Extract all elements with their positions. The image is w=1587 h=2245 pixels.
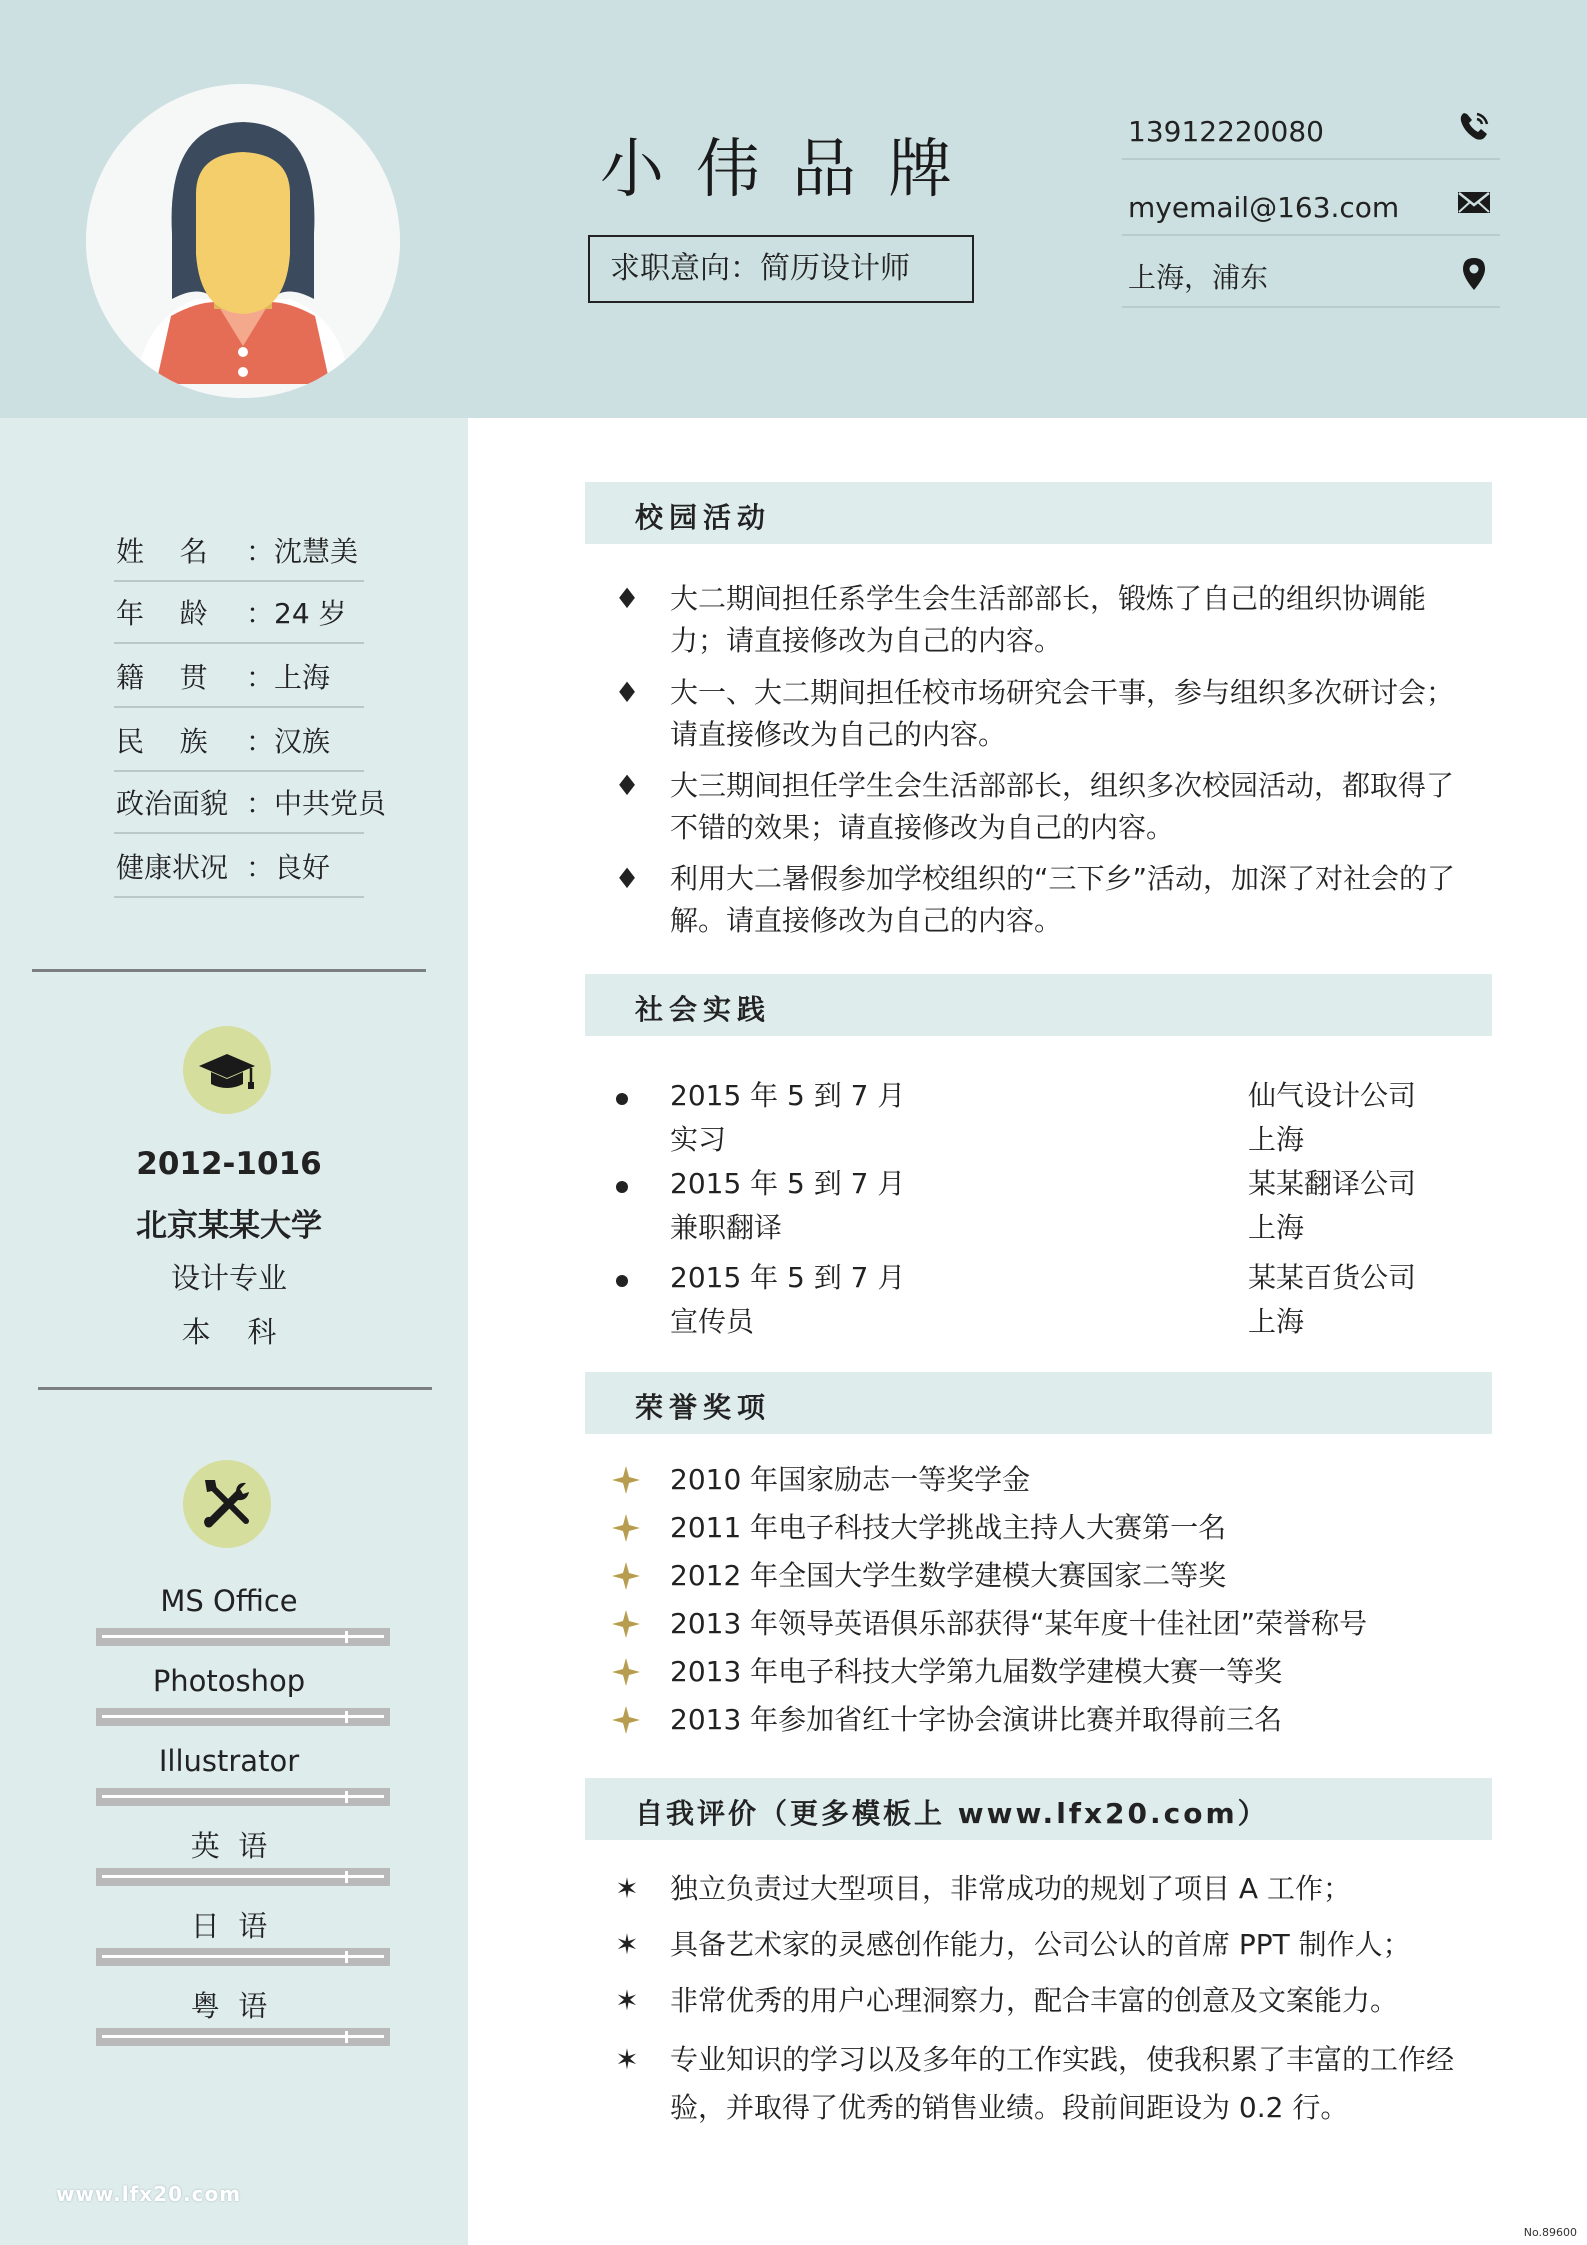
tools-icon bbox=[183, 1460, 271, 1548]
section-title: 荣誉奖项 bbox=[635, 1391, 772, 1424]
practice-date: 2015 年 5 到 7 月 bbox=[670, 1167, 906, 1200]
info-label: 籍 贯 bbox=[116, 661, 208, 694]
skill-bar-knob[interactable] bbox=[345, 1711, 348, 1723]
skill-label: 粤 语 bbox=[190, 1989, 268, 2023]
drop-bullet-icon: ♦ bbox=[614, 676, 640, 709]
four-point-star-icon bbox=[612, 1610, 640, 1638]
education-major: 设计专业 bbox=[170, 1261, 287, 1295]
campus-item-text: 大一、大二期间担任校市场研究会干事，参与组织多次研讨会；请直接修改为自己的内容。 bbox=[670, 676, 1455, 751]
practice-company: 某某百货公司 bbox=[1248, 1261, 1417, 1294]
info-label: 健康状况 bbox=[116, 851, 229, 884]
honor-text: 2012 年全国大学生数学建模大赛国家二等奖 bbox=[670, 1559, 1227, 1592]
practice-left bbox=[670, 1256, 905, 1344]
drop-bullet-icon: ♦ bbox=[614, 582, 640, 615]
info-label: 民 族 bbox=[116, 725, 208, 758]
contact-phone bbox=[1122, 92, 1500, 160]
sidebar-divider bbox=[32, 969, 426, 972]
mail-icon bbox=[1456, 184, 1492, 220]
info-label: 姓 名 bbox=[116, 535, 208, 568]
info-row-name bbox=[114, 520, 364, 582]
section-title: 自我评价（更多模板上 www.lfx20.com） bbox=[635, 1797, 1269, 1830]
drop-bullet-icon: ♦ bbox=[614, 862, 640, 895]
four-point-star-icon bbox=[612, 1514, 640, 1542]
skill-label: Illustrator bbox=[158, 1744, 300, 1778]
info-row-political bbox=[114, 772, 387, 834]
email-address[interactable]: myemail@163.com bbox=[1128, 191, 1400, 224]
skill-bar-knob[interactable] bbox=[345, 1631, 348, 1643]
honor-text: 2013 年参加省红十字协会演讲比赛并取得前三名 bbox=[670, 1703, 1283, 1736]
info-value: ：24 岁 bbox=[246, 597, 347, 630]
skill-bar bbox=[96, 2028, 390, 2046]
contact-email bbox=[1122, 168, 1500, 236]
practice-right bbox=[1248, 1256, 1416, 1344]
education-degree: 本 科 bbox=[181, 1315, 277, 1349]
honor-text: 2011 年电子科技大学挑战主持人大赛第一名 bbox=[670, 1511, 1227, 1544]
watermark: www.lfx20.com bbox=[56, 2182, 242, 2206]
skill-label: 日 语 bbox=[190, 1909, 268, 1943]
location-icon bbox=[1456, 256, 1492, 292]
skill-bar-knob[interactable] bbox=[345, 1791, 348, 1803]
job-intent-box: 求职意向：简历设计师 bbox=[588, 235, 974, 303]
practice-bullet-icon bbox=[616, 1093, 628, 1105]
skill-bar bbox=[96, 1708, 390, 1726]
graduation-cap-icon bbox=[183, 1026, 271, 1114]
skill-bar bbox=[96, 1788, 390, 1806]
self-eval-text: 专业知识的学习以及多年的工作实践，使我积累了丰富的工作经验，并取得了优秀的销售业绩。段前间距设为 0.2 行。 bbox=[670, 2043, 1455, 2124]
skill-bar bbox=[96, 1628, 390, 1646]
practice-city: 上海 bbox=[1248, 1211, 1305, 1244]
sidebar-divider bbox=[38, 1387, 432, 1390]
info-value: ：沈慧美 bbox=[246, 535, 359, 568]
practice-bullet-icon bbox=[616, 1275, 628, 1287]
practice-left bbox=[670, 1074, 905, 1162]
star-bullet-icon: ✶ bbox=[615, 1872, 639, 1905]
section-title: 社会实践 bbox=[635, 993, 772, 1026]
honor-text: 2010 年国家励志一等奖学金 bbox=[670, 1463, 1031, 1496]
four-point-star-icon bbox=[612, 1658, 640, 1686]
info-row-age bbox=[114, 582, 364, 644]
skill-label: 英 语 bbox=[190, 1829, 268, 1863]
star-bullet-icon: ✶ bbox=[615, 2043, 639, 2076]
document-number: No.89600 bbox=[1523, 2226, 1577, 2239]
info-value: ：汉族 bbox=[246, 725, 331, 758]
honor-text: 2013 年领导英语俱乐部获得“某年度十佳社团”荣誉称号 bbox=[670, 1607, 1368, 1640]
skill-bar-knob[interactable] bbox=[345, 1871, 348, 1883]
practice-left bbox=[670, 1162, 905, 1250]
education-years: 2012-1016 bbox=[136, 1146, 322, 1182]
practice-date: 2015 年 5 到 7 月 bbox=[670, 1079, 906, 1112]
section-header-honors bbox=[585, 1372, 1492, 1434]
info-row-health bbox=[114, 836, 364, 898]
practice-city: 上海 bbox=[1248, 1305, 1305, 1338]
contact-location bbox=[1122, 240, 1500, 308]
practice-right bbox=[1248, 1162, 1416, 1250]
practice-date: 2015 年 5 到 7 月 bbox=[670, 1261, 906, 1294]
campus-item-text: 大二期间担任系学生会生活部部长，锻炼了自己的组织协调能力；请直接修改为自己的内容。 bbox=[670, 582, 1427, 657]
skill-bar bbox=[96, 1868, 390, 1886]
info-row-ethnicity bbox=[114, 710, 364, 772]
practice-role: 实习 bbox=[670, 1123, 727, 1156]
skill-label: MS Office bbox=[160, 1584, 298, 1618]
phone-icon bbox=[1456, 108, 1492, 144]
info-value: ：良好 bbox=[246, 851, 331, 884]
practice-company: 某某翻译公司 bbox=[1248, 1167, 1417, 1200]
section-header-practice bbox=[585, 974, 1492, 1036]
four-point-star-icon bbox=[612, 1562, 640, 1590]
drop-bullet-icon: ♦ bbox=[614, 769, 640, 802]
four-point-star-icon bbox=[612, 1466, 640, 1494]
practice-role: 兼职翻译 bbox=[670, 1211, 783, 1244]
education-school: 北京某某大学 bbox=[136, 1208, 322, 1244]
skill-bar-knob[interactable] bbox=[345, 2031, 348, 2043]
practice-right bbox=[1248, 1074, 1416, 1162]
avatar-illustration bbox=[86, 84, 400, 398]
skill-bar bbox=[96, 1948, 390, 1966]
candidate-name: 小伟品牌 bbox=[600, 133, 984, 207]
skills-icon-circle bbox=[183, 1460, 271, 1548]
info-value: ：上海 bbox=[246, 661, 331, 694]
self-eval-text: 独立负责过大型项目，非常成功的规划了项目 A 工作； bbox=[670, 1872, 1351, 1905]
info-value: ：中共党员 bbox=[246, 787, 387, 820]
education-icon-circle bbox=[183, 1026, 271, 1114]
practice-company: 仙气设计公司 bbox=[1248, 1079, 1417, 1112]
honor-text: 2013 年电子科技大学第九届数学建模大赛一等奖 bbox=[670, 1655, 1283, 1688]
section-header-self-eval bbox=[585, 1778, 1492, 1840]
four-point-star-icon bbox=[612, 1706, 640, 1734]
practice-role: 宣传员 bbox=[670, 1305, 755, 1338]
info-label: 政治面貌 bbox=[116, 787, 229, 820]
phone-number[interactable]: 13912220080 bbox=[1128, 115, 1324, 148]
section-title: 校园活动 bbox=[635, 501, 772, 534]
practice-city: 上海 bbox=[1248, 1123, 1305, 1156]
self-eval-text: 具备艺术家的灵感创作能力，公司公认的首席 PPT 制作人； bbox=[670, 1928, 1411, 1961]
info-label: 年 龄 bbox=[116, 597, 208, 630]
star-bullet-icon: ✶ bbox=[615, 1928, 639, 1961]
section-header-campus bbox=[585, 482, 1492, 544]
skill-label: Photoshop bbox=[152, 1664, 306, 1698]
skill-bar-knob[interactable] bbox=[345, 1951, 348, 1963]
campus-item-text: 大三期间担任学生会生活部部长，组织多次校园活动，都取得了不错的效果；请直接修改为自己的内容。 bbox=[670, 769, 1455, 844]
location-text: 上海，浦东 bbox=[1128, 261, 1269, 294]
avatar bbox=[86, 84, 400, 398]
practice-bullet-icon bbox=[616, 1181, 628, 1193]
info-row-origin bbox=[114, 646, 364, 708]
self-eval-text: 非常优秀的用户心理洞察力，配合丰富的创意及文案能力。 bbox=[670, 1984, 1399, 2017]
star-bullet-icon: ✶ bbox=[615, 1984, 639, 2017]
campus-item-text: 利用大二暑假参加学校组织的“三下乡”活动，加深了对社会的了解。请直接修改为自己的内容。 bbox=[670, 862, 1456, 937]
